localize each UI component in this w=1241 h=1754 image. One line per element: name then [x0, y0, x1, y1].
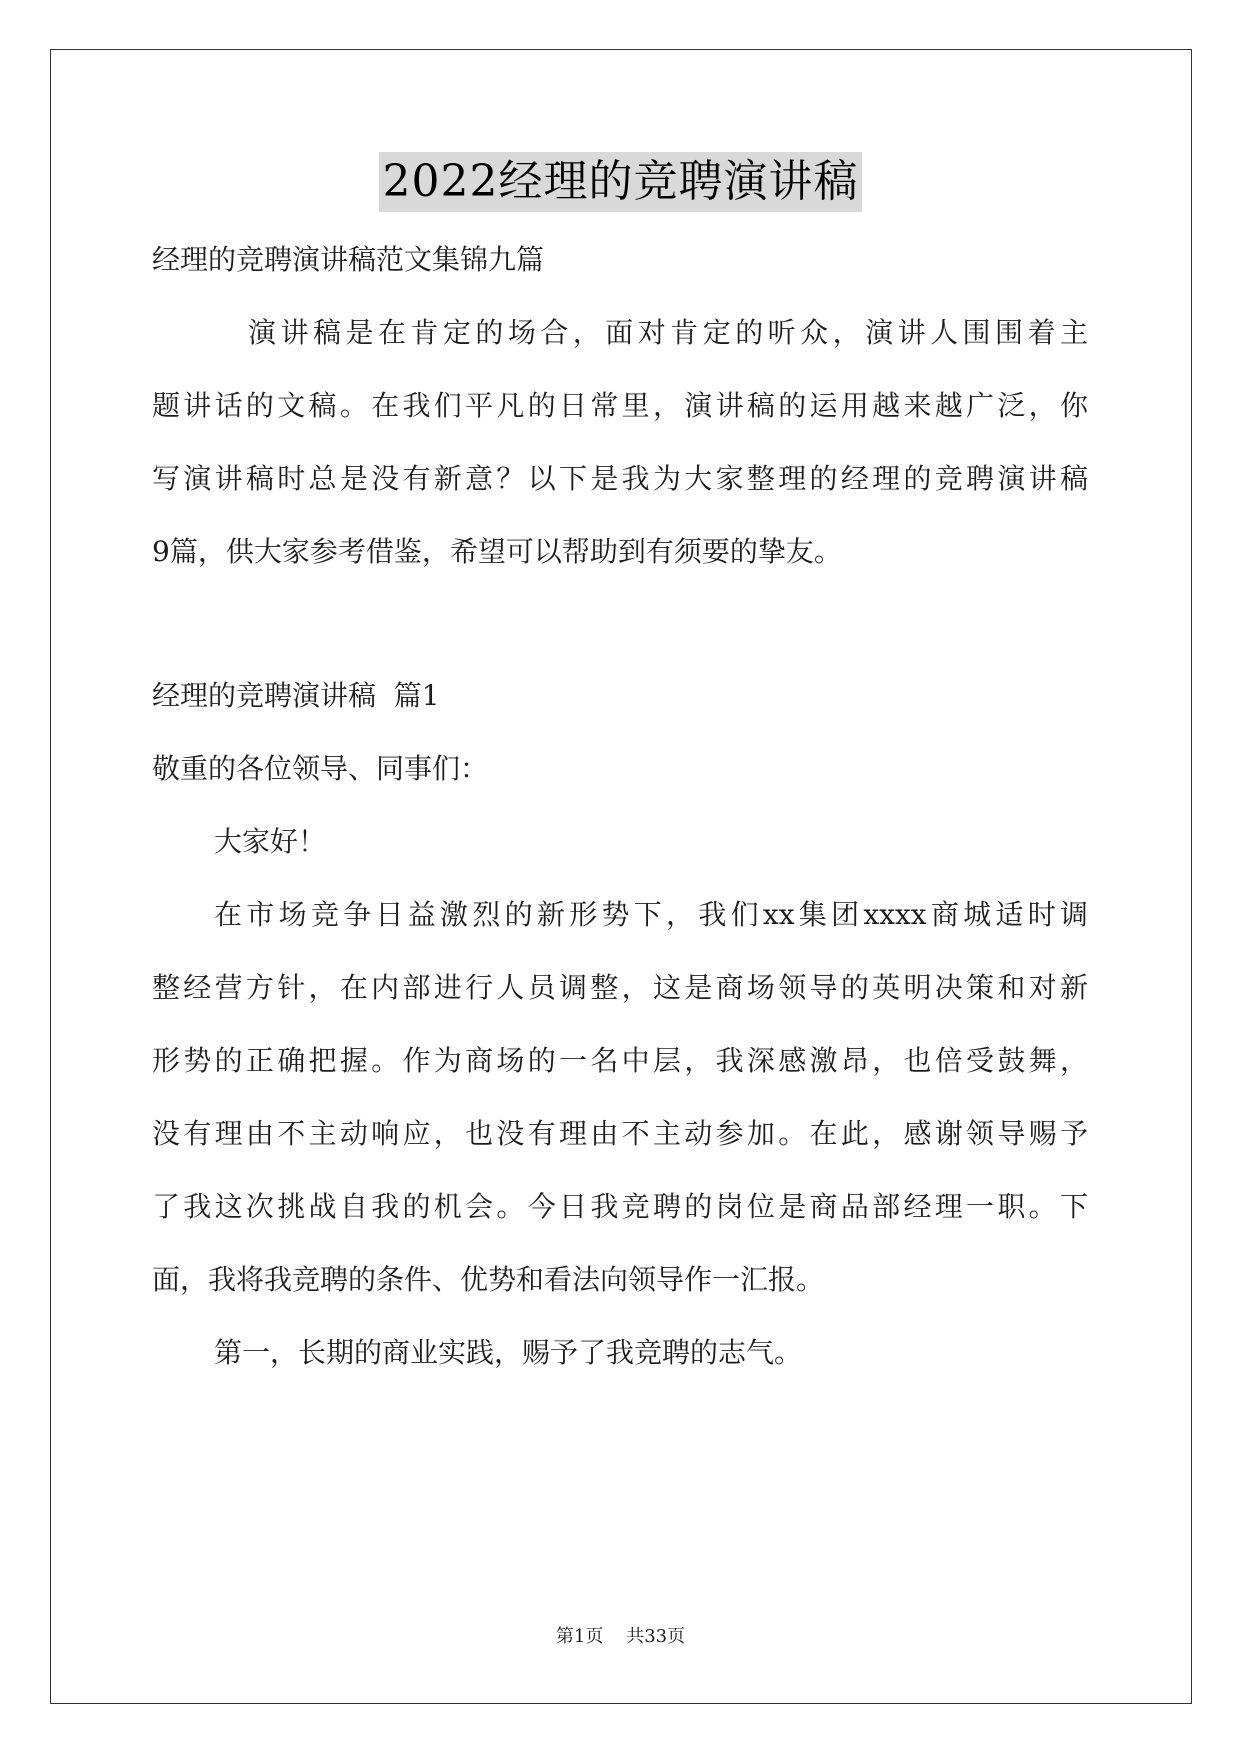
- body-line-6: 面，我将我竞聘的条件、优势和看法向领导作一汇报。: [152, 1263, 825, 1296]
- body-line-1: 在市场竞争日益激烈的新形势下，我们xx集团xxxx商城适时调: [214, 898, 1088, 931]
- title-container: [0, 152, 1241, 212]
- intro-line-4: 9篇，供大家参考借鉴，希望可以帮助到有须要的挚友。: [152, 535, 842, 568]
- intro-line-2: 题讲话的文稿。在我们平凡的日常里，演讲稿的运用越来越广泛，你: [152, 389, 1088, 422]
- document-subtitle: 经理的竞聘演讲稿范文集锦九篇: [152, 243, 545, 276]
- intro-line-1: 演讲稿是在肯定的场合，面对肯定的听众，演讲人围围着主: [248, 316, 1088, 349]
- body-line-5: 了我这次挑战自我的机会。今日我竞聘的岗位是商品部经理一职。下: [152, 1190, 1088, 1223]
- body-line-2: 整经营方针，在内部进行人员调整，这是商场领导的英明决策和对新: [152, 971, 1088, 1004]
- body-line-4: 没有理由不主动响应，也没有理由不主动参加。在此，感谢领导赐予: [152, 1117, 1088, 1150]
- page-border: [50, 49, 1192, 1704]
- page-number-footer: 第1页 共33页: [555, 1626, 686, 1647]
- document-title: 2022经理的竞聘演讲稿: [379, 152, 863, 212]
- greeting: 大家好！: [214, 825, 327, 858]
- salutation: 敬重的各位领导、同事们：: [152, 752, 489, 785]
- body-line-3: 形势的正确把握。作为商场的一名中层，我深感激昂，也倍受鼓舞，: [152, 1044, 1088, 1077]
- section-heading: 经理的竞聘演讲稿 篇1: [152, 679, 440, 712]
- intro-line-3: 写演讲稿时总是没有新意？以下是我为大家整理的经理的竞聘演讲稿: [152, 462, 1088, 495]
- point-one: 第一，长期的商业实践，赐予了我竞聘的志气。: [214, 1336, 803, 1369]
